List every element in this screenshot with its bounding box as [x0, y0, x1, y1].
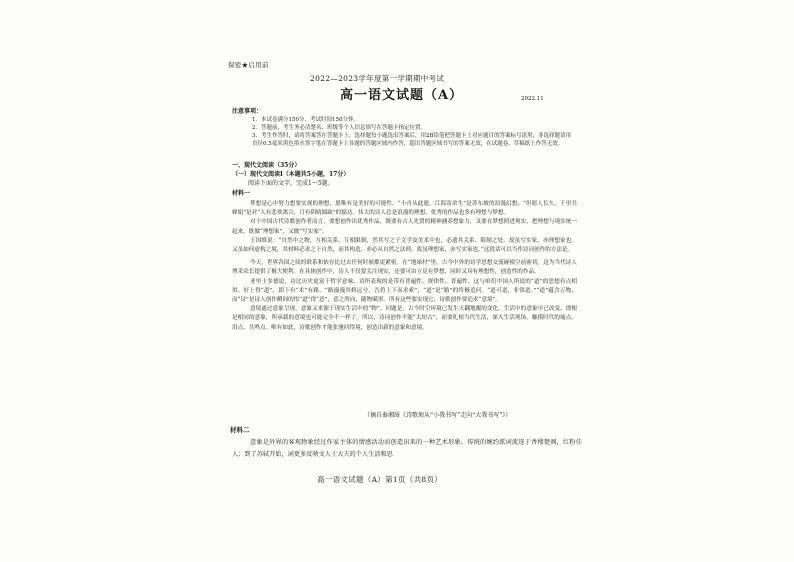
material-one-body: [232, 200, 577, 333]
page-title: 高一语文试题（A）: [340, 88, 464, 103]
page-footer: 高一语文试题（A）第1页（共8页）: [317, 475, 443, 484]
notice-item: 2．答题前，考生务必清楚名、班级等个人信息填写在答题卡指定位置。: [252, 125, 427, 131]
citation: （摘自秦湘绮《诗歌须从“小我书写”走向“大我书写”》）: [364, 412, 512, 419]
notice-item: 3．考生作答时，请将答案答在答题卡上。选择题每小题选出答案后，用2B铅笔把答题卡上对应题目的答案标号涂黑；非选择题请用直径0.5毫米黑色墨水签字笔在答题卡上各题的答题区域内作答，超出答题区域书写的答案无效，在试题卷、草稿纸上作答无效。: [252, 133, 572, 147]
paragraph: 梦想是心中努力想要实现的理想，愿唯有是美好的可能性。“小舟从此逝，江海寄余生”是苏东坡的浪漫幻想；“但愿人长久，千里共婵娟”是对“人有悲欢离合，月有阴晴圆缺”的豁达。伟大的诗人总是浪漫的理想，优秀的作品也多有理想与梦想。: [232, 201, 577, 217]
notice-item: 1．本试卷满分150分，考试时间150分钟。: [252, 117, 359, 123]
exam-term-line: 2022—2023学年度第一学期期中考试: [310, 74, 445, 83]
material-two-label: 材料二: [230, 426, 250, 434]
paragraph: 王国维说：“自然中之物，互相关系，互相限制，然其写之于文学及美术中也，必遗其关系、限制之处。故虽写实家，亦理想家也。又虽如何虚构之境，其材料必求之于自然，而其构造，亦必从自然之法则。故虽理想家，亦写实家也。”这段话可以当作诗词创作的方法论。: [232, 237, 577, 254]
reading-instruction: 阅读下面的文字，完成1～5题。: [248, 180, 334, 187]
notice-block: [232, 108, 572, 148]
secret-label: 保密★启用前: [228, 61, 269, 69]
exam-date: 2022.11: [521, 96, 544, 102]
material-two-body: 意象是外界的客观物象经过作家主体的情感活动而创造出来的一种艺术形象。传统的婉约派词流连于香楼楚阁，红粉佳人；到了苏轼开始，词更多反映文人士大夫的个人生活和思: [232, 439, 582, 458]
paragraph: 对于中国古代诗歌创作者而言，要想创作出优秀作品，既要有古人先贤的精神涵养想象力，又要在梦想照进现实，把理想与现实统一起来，既做“理想家”，又做“写实家”。: [232, 219, 577, 235]
paragraph: 亚里士多德说，诗比历史更富于哲学意味，诗所表现的是带有普遍性、规律性、普遍性。这与咱们中国人所说的“道”的思想有点相似。好上得“道”，即下有“术”有路。“路漫漫其修远兮，吾将上下而求索”，“道”是“路”的终极追问。“道可道，非常道。”“道”蕴含万物，而“诗”是诗人创作瞬间的悟“道”得“意”，意之所向，随物赋形。所有这些要实现它，诗歌创作要追求“意境”。: [232, 278, 577, 304]
section-heading: 一、现代文阅读（35分）: [232, 162, 301, 169]
subsection-heading: （一）现代文阅读Ⅰ（本题共5小题，17分）: [232, 171, 350, 178]
paragraph: 今天，世界各国之间的联系和依存比过去任何时候都更紧密。在“地球村”里，古今中外的诗学思想交流碰撞空前密切，这为当代诗人博采众长提供了极大便利。在具体创作中，诗人不仅要关注现实，还要可由立足有梦想，同时又具有理想性，创造性的作品。: [232, 260, 577, 276]
material-one-label: 材料一: [232, 190, 251, 197]
notice-heading: 注意事项：: [232, 108, 263, 115]
paragraph: 意境通过意象呈现，意象又来源于现实生活中的“物”。问题是，古今时空环境已发生天翻地覆的变化，生活中的意象早已改变，即便是相同的意象，所承载的意境也可能完全不一样了。所以，诗词创作不能“太短古”，而要扎根当代生活，深入生活现场，触摸时代的痛点、泪点、共鸣点。唯有如此，诗歌创作才能张驰回得境，创造出新的意象和意境。: [232, 306, 577, 331]
